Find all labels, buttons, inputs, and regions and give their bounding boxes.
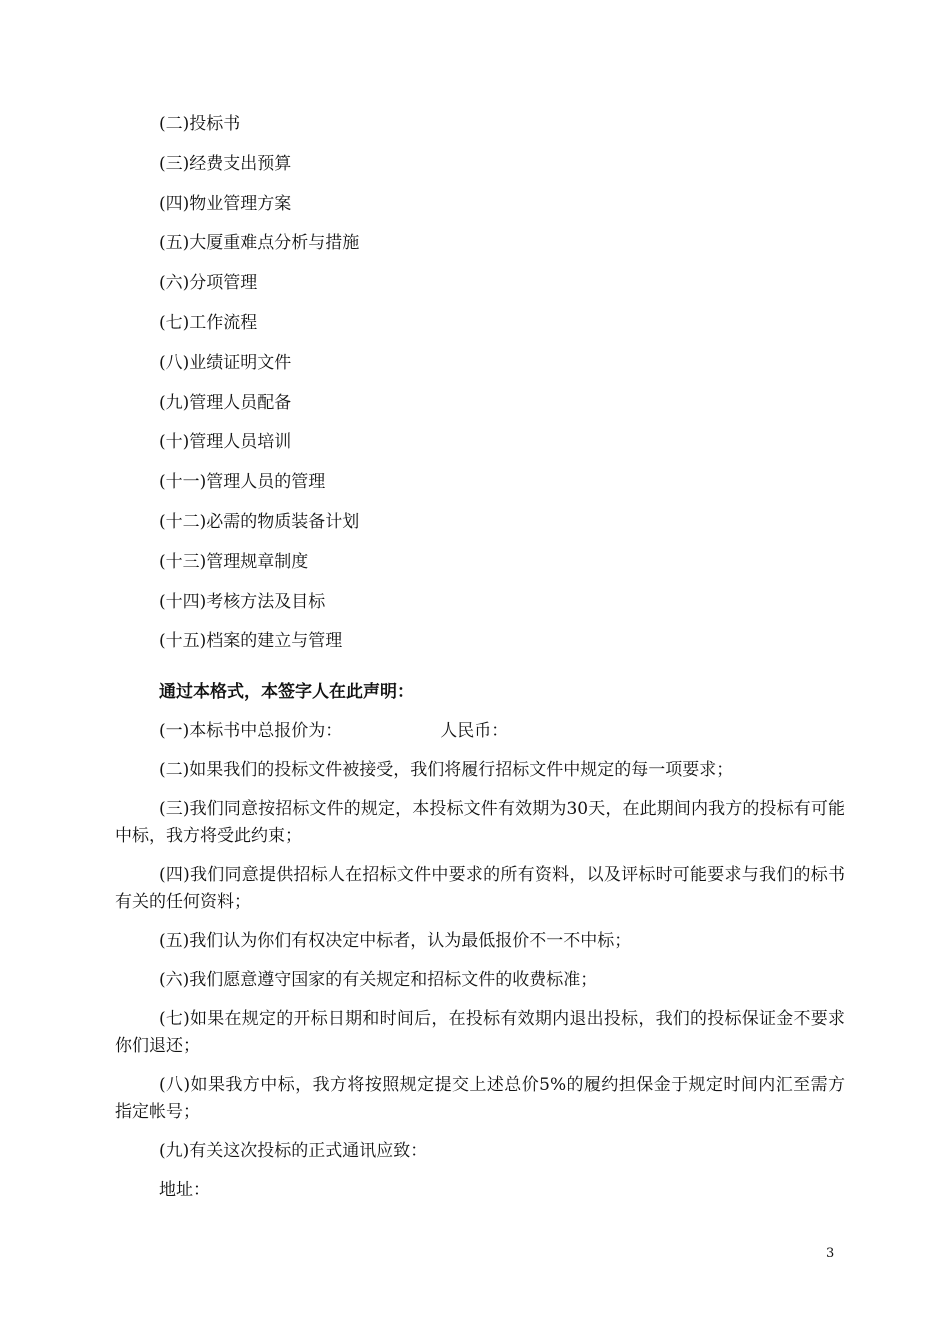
declaration-heading: 通过本格式，本签字人在此声明： [159,682,414,702]
declaration-clause: (五)我们认为你们有权决定中标者，认为最低报价不一不中标； [159,931,632,951]
contents-item: (十四)考核方法及目标 [159,591,326,612]
declaration-section [115,681,845,1204]
contents-item: (五)大厦重难点分析与措施 [159,233,360,254]
declaration-clause: (七)如果在规定的开标日期和时间后，在投标有效期内退出投标，我们的投标保证金不要求你们退还； [115,1009,845,1056]
contents-item: (七)工作流程 [159,312,258,333]
declaration-clause: (三)我们同意按招标文件的规定，本投标文件有效期为30天，在此期间内我方的投标有可能中标，我方将受此约束； [115,799,845,846]
declaration-clause: (六)我们愿意遵守国家的有关规定和招标文件的收费标准； [159,970,598,990]
contents-item: (三)经费支出预算 [159,153,292,174]
total-price-clause [115,718,845,745]
contents-item: (十)管理人员培训 [159,432,292,453]
contents-item: (十三)管理规章制度 [159,551,309,572]
contents-item: (十五)档案的建立与管理 [159,631,343,652]
total-price-label: (一)本标书中总报价为： [159,721,343,741]
bid-contents-list [159,113,859,670]
contents-item: (八)业绩证明文件 [159,352,292,373]
contents-item: (二)投标书 [159,114,241,134]
declaration-clause: (九)有关这次投标的正式通讯应致： [159,1141,428,1161]
contents-item: (六)分项管理 [159,273,258,294]
contents-item: (十二)必需的物质装备计划 [159,511,360,532]
declaration-clause: (四)我们同意提供招标人在招标文件中要求的所有资料，以及评标时可能要求与我们的标书有关的任何资料； [115,865,845,912]
contents-item: (九)管理人员配备 [159,392,292,413]
page-number: 3 [826,1246,835,1261]
contents-item: (四)物业管理方案 [159,193,292,214]
declaration-clause: (八)如果我方中标，我方将按照规定提交上述总价5%的履约担保金于规定时间内汇至需方指定帐号； [115,1075,845,1122]
contents-item: (十一)管理人员的管理 [159,472,326,493]
declaration-clause: (二)如果我们的投标文件被接受，我们将履行招标文件中规定的每一项要求； [159,760,734,780]
currency-label: 人民币： [440,721,509,741]
address-label: 地址： [159,1180,210,1200]
